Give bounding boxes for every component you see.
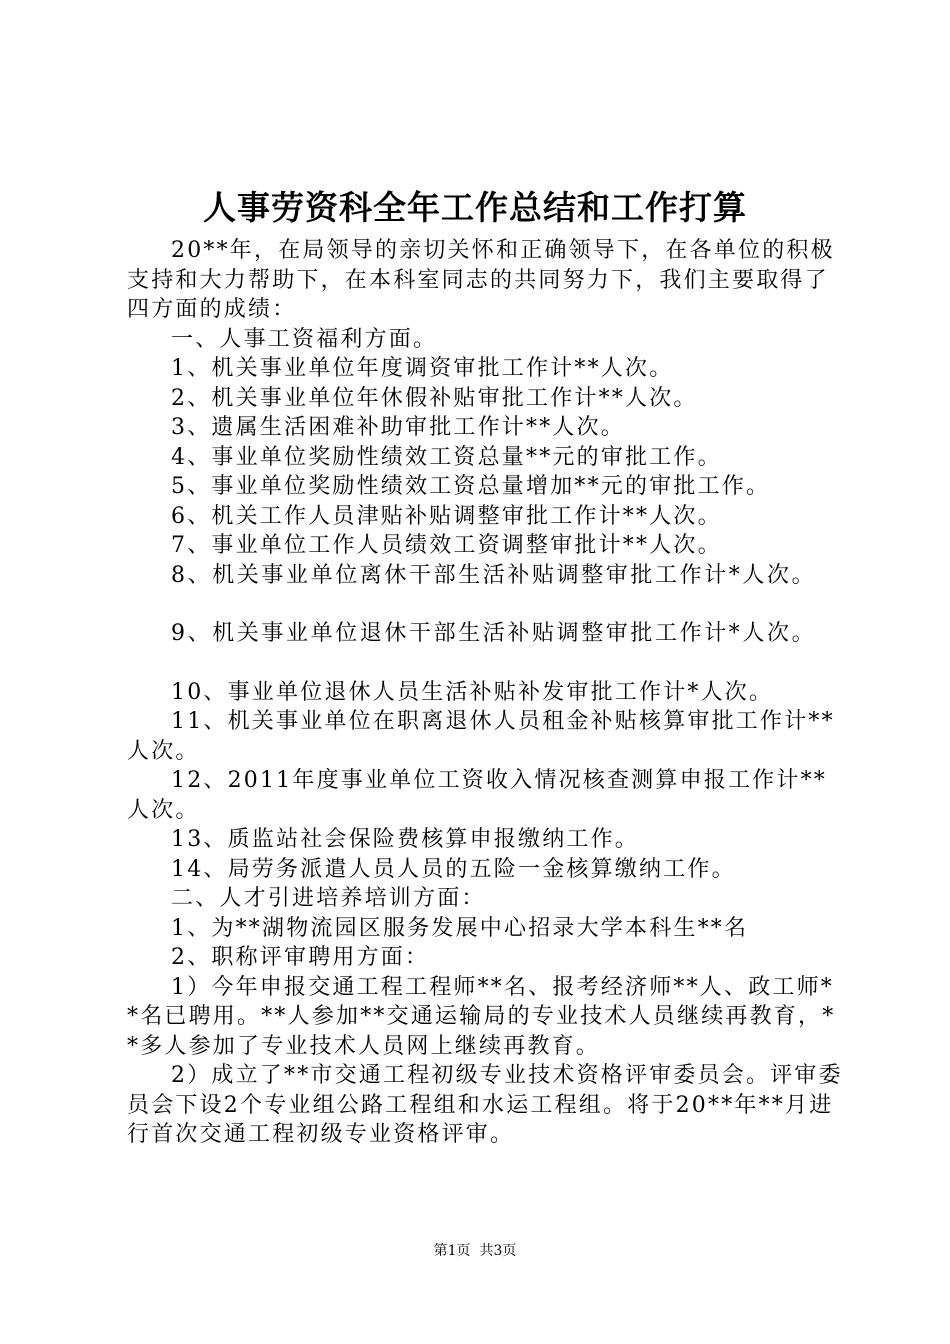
document-title: 人事劳资科全年工作总结和工作打算 — [203, 188, 747, 227]
list-item: 11、机关事业单位在职离退休人员租金补贴核算审批工作计**人次。 — [127, 709, 835, 764]
page-footer — [0, 1241, 950, 1261]
list-item: 12、2011年度事业单位工资收入情况核查测算申报工作计**人次。 — [127, 768, 827, 823]
list-item: 1）今年申报交通工程工程师**名、报考经济师**人、政工师**名已聘用。**人参加**交通运输局的专业技术人员继续再教育，**多人参加了专业技术人员网上继续再教育。 — [127, 974, 836, 1059]
list-item: 4、事业单位奖励性绩效工资总量**元的审批工作。 — [171, 444, 722, 470]
list-item: 3、遗属生活困难补助审批工作计**人次。 — [171, 415, 625, 440]
list-item: 14、局劳务派遣人员人员的五险一金核算缴纳工作。 — [171, 856, 736, 882]
list-item: 2、职称评审聘用方面： — [171, 945, 430, 970]
section-heading-2: 二、人才引进培养培训方面： — [171, 886, 486, 911]
document-body — [127, 236, 847, 1150]
list-item: 10、事业单位退休人员生活补贴补发审批工作计*人次。 — [171, 679, 774, 705]
list-item: 13、质监站社会保险费核算申报缴纳工作。 — [171, 827, 639, 852]
section-heading-1: 一、人事工资福利方面。 — [171, 326, 438, 352]
list-item: 5、事业单位奖励性绩效工资总量增加**元的审批工作。 — [171, 474, 771, 499]
list-item: 8、机关事业单位离休干部生活补贴调整审批工作计*人次。 — [171, 562, 817, 588]
list-item: 1、机关事业单位年度调资审批工作计**人次。 — [171, 356, 674, 381]
list-item: 1、为**湖物流园区服务发展中心招录大学本科生**名 — [171, 915, 749, 941]
list-item: 7、事业单位工作人员绩效工资调整审批计**人次。 — [171, 533, 722, 558]
page-number: 第1页 — [433, 1243, 471, 1259]
list-item: 6、机关工作人员津贴补贴调整审批工作计**人次。 — [171, 503, 722, 529]
page-total: 共3页 — [479, 1243, 517, 1259]
list-item: 2）成立了**市交通工程初级专业技术资格评审委员会。评审委员会下设2个专业组公路工程组和水运工程组。将于20**年**月进行首次交通工程初级专业资格评审。 — [127, 1063, 843, 1147]
list-item: 9、机关事业单位退休干部生活补贴调整审批工作计*人次。 — [171, 621, 817, 646]
paragraph-intro: 20**年，在局领导的亲切关怀和正确领导下，在各单位的积极支持和大力帮助下，在本科室同志的共同努力下，我们主要取得了四方面的成绩： — [127, 238, 835, 322]
list-item: 2、机关事业单位年休假补贴审批工作计**人次。 — [171, 385, 698, 411]
